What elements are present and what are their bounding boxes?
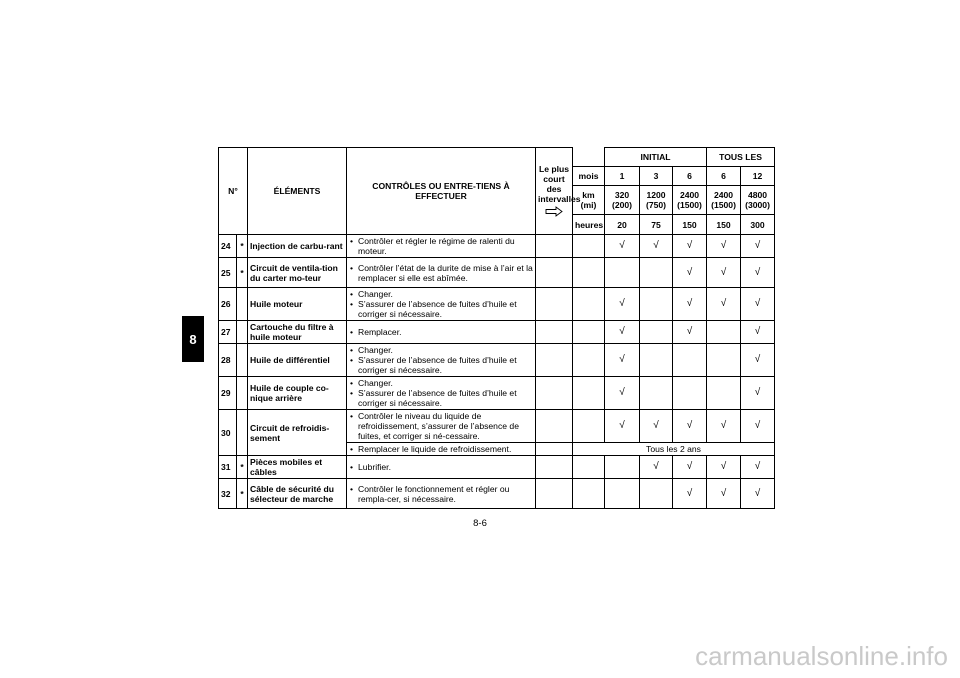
check-mark xyxy=(707,344,741,377)
operation-item: • Contrôler et régler le régime de ralenti du moteur. xyxy=(349,236,533,256)
row-item: Injection de carbu-rant xyxy=(248,235,347,258)
operation-item: • Changer. xyxy=(349,345,533,355)
check-mark: √ xyxy=(640,410,673,443)
header-hours: 20 xyxy=(605,215,640,235)
check-mark xyxy=(605,258,640,288)
header-km: 1200 (750) xyxy=(640,186,673,215)
check-mark xyxy=(673,377,707,410)
row-star xyxy=(237,410,248,456)
check-mark: √ xyxy=(605,235,640,258)
check-mark: √ xyxy=(605,321,640,344)
header-km: 4800 (3000) xyxy=(741,186,775,215)
check-mark: √ xyxy=(707,258,741,288)
header-month: 6 xyxy=(707,167,741,186)
row-star: * xyxy=(237,456,248,479)
row-number: 26 xyxy=(219,288,237,321)
header-interval xyxy=(536,148,581,235)
row-operations xyxy=(347,235,536,258)
row-item: Huile de couple co-nique arrière xyxy=(248,377,347,410)
row-star xyxy=(237,321,248,344)
row-item: Pièces mobiles et câbles xyxy=(248,456,347,479)
row-star xyxy=(237,377,248,410)
row-operations xyxy=(347,456,536,479)
check-mark: √ xyxy=(673,235,707,258)
header-month: 12 xyxy=(741,167,775,186)
header-unit-hours: heures xyxy=(573,215,605,235)
row-unit-spacer xyxy=(573,344,605,377)
check-mark: √ xyxy=(605,344,640,377)
row-unit-spacer xyxy=(573,377,605,410)
header-corner xyxy=(573,148,605,167)
page-number: 8-6 xyxy=(473,518,487,529)
table-row xyxy=(219,410,775,443)
header-hours: 150 xyxy=(707,215,741,235)
row-item: Circuit de ventila-tion du carter mo-teur xyxy=(248,258,347,288)
check-mark: √ xyxy=(673,479,707,509)
table-row xyxy=(219,344,775,377)
header-month: 6 xyxy=(673,167,707,186)
check-mark xyxy=(605,456,640,479)
header-unit-months: mois xyxy=(573,167,605,186)
table-row xyxy=(219,288,775,321)
header-checks: CONTRÔLES OU ENTRE-TIENS À EFFECTUER xyxy=(347,148,536,235)
check-mark: √ xyxy=(673,321,707,344)
header-km: 320 (200) xyxy=(605,186,640,215)
row-operations xyxy=(347,410,536,443)
operation-item: • S’assurer de l’absence de fuites d’huile et corriger si nécessaire. xyxy=(349,388,533,408)
check-mark xyxy=(640,344,673,377)
header-month: 3 xyxy=(640,167,673,186)
check-mark xyxy=(673,344,707,377)
header-hours: 300 xyxy=(741,215,775,235)
table-row xyxy=(219,321,775,344)
row-unit-spacer xyxy=(573,456,605,479)
row-number: 29 xyxy=(219,377,237,410)
row-item: Câble de sécurité du sélecteur de marche xyxy=(248,479,347,509)
operation-item: • Remplacer. xyxy=(349,327,533,337)
check-mark: √ xyxy=(741,235,775,258)
table-row xyxy=(219,479,775,509)
check-mark: √ xyxy=(673,410,707,443)
row-operations xyxy=(347,479,536,509)
row-star: * xyxy=(237,235,248,258)
check-mark: √ xyxy=(741,258,775,288)
row-number: 30 xyxy=(219,410,237,456)
operation-item: • Remplacer le liquide de refroidissement. xyxy=(349,444,533,454)
check-mark: √ xyxy=(741,410,775,443)
row-number: 28 xyxy=(219,344,237,377)
check-mark: √ xyxy=(741,377,775,410)
row-unit-spacer xyxy=(573,321,605,344)
row-interval xyxy=(536,288,573,321)
check-mark xyxy=(640,479,673,509)
row-unit-spacer xyxy=(573,410,605,443)
header-interval-label: Le plus court des intervalles xyxy=(538,163,581,204)
check-mark xyxy=(640,321,673,344)
row-interval xyxy=(536,377,573,410)
check-mark: √ xyxy=(741,321,775,344)
row-star xyxy=(237,344,248,377)
header-initial: INITIAL xyxy=(605,148,707,167)
row-interval xyxy=(536,258,573,288)
check-mark: √ xyxy=(605,377,640,410)
check-mark: √ xyxy=(741,456,775,479)
table-body xyxy=(219,235,775,509)
check-mark: √ xyxy=(605,288,640,321)
check-mark xyxy=(640,258,673,288)
header-every: TOUS LES xyxy=(707,148,775,167)
watermark: carmanualsonline.info xyxy=(695,641,948,671)
operation-item: • Contrôler le niveau du liquide de refroidissement, s’assurer de l’absence de fuites, et corriger si né-cessaire. xyxy=(349,411,533,441)
check-mark xyxy=(707,321,741,344)
row-operations xyxy=(347,377,536,410)
row-unit-spacer xyxy=(573,479,605,509)
row-operations xyxy=(347,288,536,321)
row-interval xyxy=(536,479,573,509)
check-mark: √ xyxy=(605,410,640,443)
row-item: Circuit de refroidis-sement xyxy=(248,410,347,456)
row-operations xyxy=(347,443,536,456)
operation-item: • S’assurer de l’absence de fuites d’huile et corriger si nécessaire. xyxy=(349,355,533,375)
table-row xyxy=(219,235,775,258)
row-number: 25 xyxy=(219,258,237,288)
header-no: N° xyxy=(219,148,248,235)
check-mark: √ xyxy=(673,456,707,479)
operation-item: • Contrôler l’état de la durite de mise à l’air et la remplacer si elle est abîmée. xyxy=(349,263,533,283)
check-mark: √ xyxy=(673,288,707,321)
check-mark xyxy=(640,377,673,410)
table-row xyxy=(219,258,775,288)
chapter-tab: 8 xyxy=(182,316,204,362)
table-row xyxy=(219,377,775,410)
check-mark: √ xyxy=(640,456,673,479)
row-operations xyxy=(347,321,536,344)
check-mark: √ xyxy=(707,288,741,321)
row-unit-spacer xyxy=(573,288,605,321)
operation-item: • Contrôler le fonctionnement et régler ou rempla-cer, si nécessaire. xyxy=(349,484,533,504)
row-item: Huile moteur xyxy=(248,288,347,321)
check-mark: √ xyxy=(741,479,775,509)
row-interval xyxy=(536,443,573,456)
row-interval xyxy=(536,410,573,443)
row-number: 24 xyxy=(219,235,237,258)
arrow-right-icon xyxy=(545,206,563,219)
row-interval xyxy=(536,235,573,258)
row-star: * xyxy=(237,479,248,509)
check-mark: √ xyxy=(707,456,741,479)
check-mark: √ xyxy=(707,410,741,443)
row-item: Cartouche du filtre à huile moteur xyxy=(248,321,347,344)
row-item: Huile de différentiel xyxy=(248,344,347,377)
header-km: 2400 (1500) xyxy=(707,186,741,215)
row-operations xyxy=(347,344,536,377)
check-mark xyxy=(640,288,673,321)
header-unit-km: km (mi) xyxy=(573,186,605,215)
row-unit-spacer xyxy=(573,258,605,288)
check-mark: √ xyxy=(640,235,673,258)
row-operations xyxy=(347,258,536,288)
operation-item: • Lubrifier. xyxy=(349,462,533,472)
check-mark: √ xyxy=(741,288,775,321)
maintenance-table xyxy=(218,147,775,509)
row-number: 31 xyxy=(219,456,237,479)
operation-item: • Changer. xyxy=(349,289,533,299)
row-interval xyxy=(536,321,573,344)
operation-item: • S’assurer de l’absence de fuites d’huile et corriger si nécessaire. xyxy=(349,299,533,319)
check-mark xyxy=(605,479,640,509)
row-interval xyxy=(536,344,573,377)
row-number: 27 xyxy=(219,321,237,344)
interval-text: Tous les 2 ans xyxy=(573,443,775,456)
check-mark: √ xyxy=(707,235,741,258)
row-number: 32 xyxy=(219,479,237,509)
check-mark: √ xyxy=(673,258,707,288)
header-hours: 150 xyxy=(673,215,707,235)
table-row xyxy=(219,456,775,479)
header-elements: ÉLÉMENTS xyxy=(248,148,347,235)
row-unit-spacer xyxy=(573,235,605,258)
check-mark: √ xyxy=(741,344,775,377)
check-mark: √ xyxy=(707,479,741,509)
operation-item: • Changer. xyxy=(349,378,533,388)
header-km: 2400 (1500) xyxy=(673,186,707,215)
row-star xyxy=(237,288,248,321)
header-month: 1 xyxy=(605,167,640,186)
header-hours: 75 xyxy=(640,215,673,235)
check-mark xyxy=(707,377,741,410)
row-interval xyxy=(536,456,573,479)
row-star: * xyxy=(237,258,248,288)
